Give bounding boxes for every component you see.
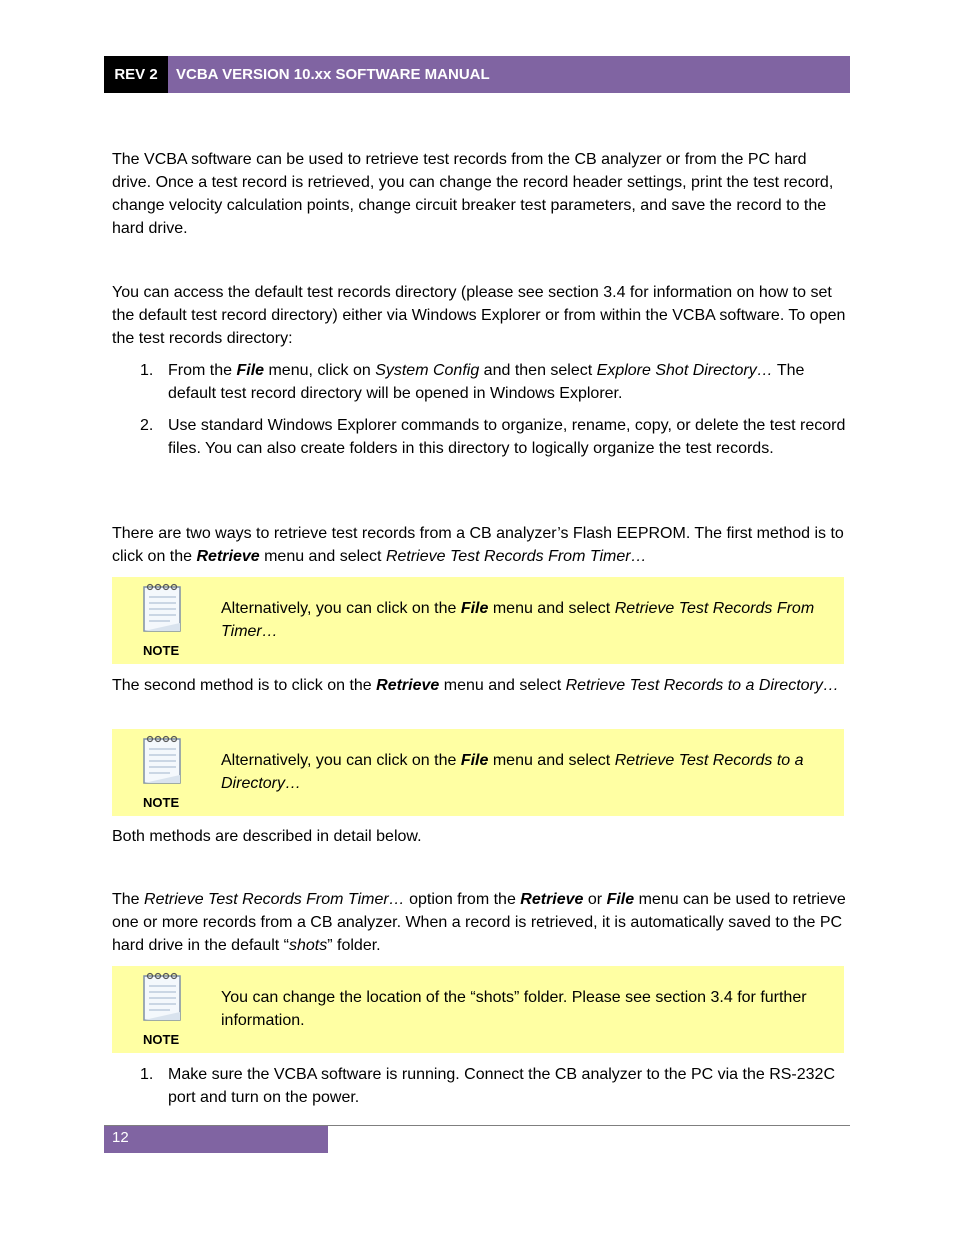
notepad-icon [136, 583, 188, 635]
manual-title: VCBA VERSION 10.xx SOFTWARE MANUAL [168, 56, 850, 93]
note-box [112, 729, 844, 816]
notepad-icon [136, 972, 188, 1024]
note-label: NOTE [143, 795, 180, 810]
notepad-icon [136, 735, 188, 787]
directory-paragraph: You can access the default test records directory (please see section 3.4 for information on how to set the default test record directory) either via Windows Explorer or from within the VCBA software. To open the test records directory: [112, 284, 846, 347]
list-item [140, 1063, 847, 1109]
intro-paragraph: The VCBA software can be used to retrieve test records from the CB analyzer or from the PC hard drive. Once a test record is retrieved, you can change the record header settings, print the test record, change velocity calculation points, change circuit breaker test parameters, and save the record to the hard drive. [112, 151, 834, 237]
note-label: NOTE [143, 643, 180, 658]
note-label: NOTE [143, 1032, 180, 1047]
list-number: 1. [140, 1066, 154, 1083]
second-method-paragraph: The second method is to click on the Retrieve menu and select Retrieve Test Records to a Directory… [112, 677, 839, 694]
list-text: Use standard Windows Explorer commands to organize, rename, copy, or delete the test record files. You can also create folders in this directory to logically organize the test records. [168, 417, 846, 457]
list-text: From the File menu, click on System Config and then select Explore Shot Directory… The default test record directory will be opened in Windows Explorer. [168, 362, 805, 402]
note-text: Alternatively, you can click on the File menu and select Retrieve Test Records to a Directory… [221, 752, 804, 792]
revision-label: REV 2 [104, 56, 168, 93]
list-item [140, 359, 847, 405]
page-header [104, 56, 850, 93]
list-number: 1. [140, 362, 154, 379]
list-item [140, 414, 847, 460]
note-text: Alternatively, you can click on the File menu and select Retrieve Test Records From Timer… [221, 600, 815, 640]
page-number: 12 [104, 1126, 328, 1153]
list-number: 2. [140, 417, 154, 434]
note-text: You can change the location of the “shots” folder. Please see section 3.4 for further information. [221, 989, 807, 1029]
list-text: Make sure the VCBA software is running. Connect the CB analyzer to the PC via the RS-232C port and turn on the power. [168, 1066, 835, 1106]
note-box [112, 577, 844, 664]
retrieve-methods-paragraph: There are two ways to retrieve test records from a CB analyzer’s Flash EEPROM. The first method is to click on the Retrieve menu and select Retrieve Test Records From Timer… [112, 525, 844, 565]
retrieve-from-timer-paragraph: The Retrieve Test Records From Timer… option from the Retrieve or File menu can be used to retrieve one or more records from a CB analyzer. When a record is retrieved, it is automatically saved to the PC hard drive in the default “shots” folder. [112, 891, 846, 954]
note-box [112, 966, 844, 1053]
methods-summary-paragraph: Both methods are described in detail below. [112, 828, 422, 845]
